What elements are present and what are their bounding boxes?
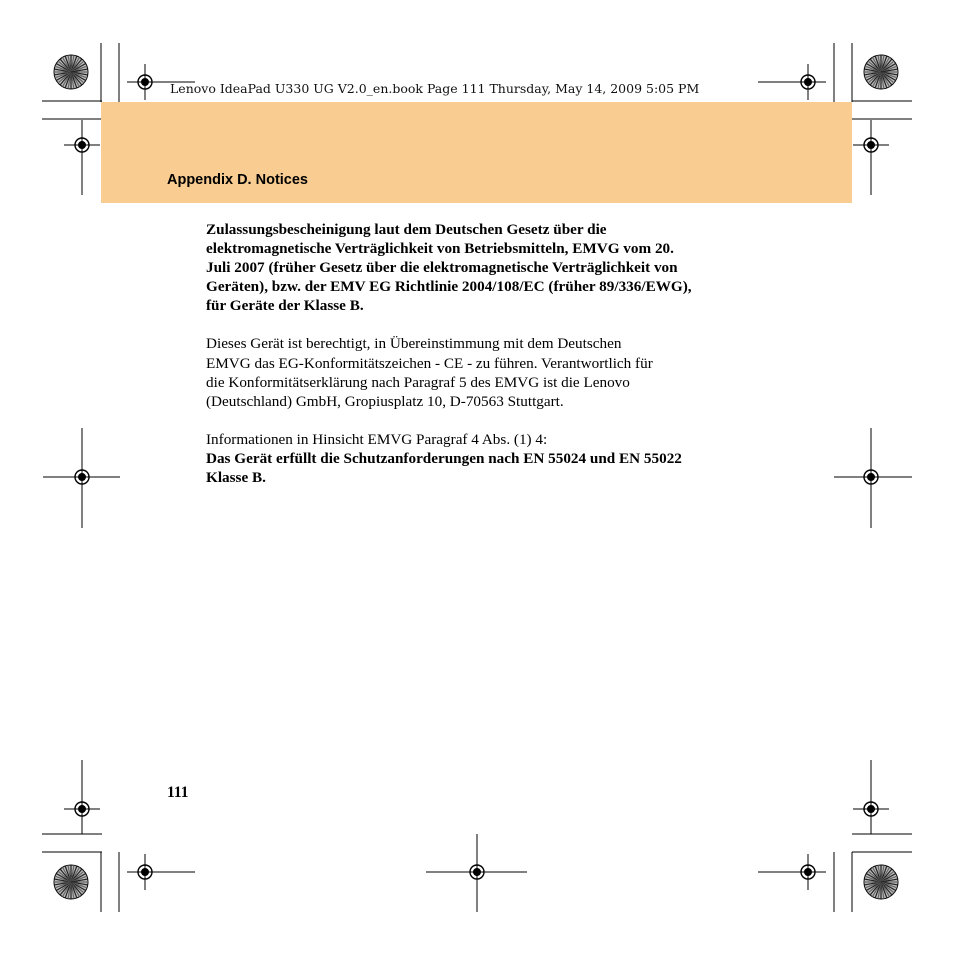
section-title: Appendix D. Notices [167,172,308,188]
approval-line: für Geräte der Klasse B. [206,297,364,315]
authorization-line: Dieses Gerät ist berechtigt, in Übereinstimmung mit dem Deutschen [206,335,622,353]
color-target-icon [54,55,88,89]
authorization-line: (Deutschland) GmbH, Gropiusplatz 10, D-70563 Stuttgart. [206,392,564,410]
authorization-paragraph [206,334,776,410]
authorization-line: die Konformitätserklärung nach Paragraf 5 des EMVG ist die Lenovo [206,373,630,391]
print-slug: Lenovo IdeaPad U330 UG V2.0_en.book Page 111 Thursday, May 14, 2009 5:05 PM [170,81,700,96]
info-line: Informationen in Hinsicht EMVG Paragraf 4 Abs. (1) 4: [206,430,548,448]
color-target-icon [864,55,898,89]
approval-paragraph [206,220,776,315]
notice-body [206,220,776,487]
requirements-line: Das Gerät erfüllt die Schutzanforderungen nach EN 55024 und EN 55022 [206,449,682,467]
approval-line: Geräten), bzw. der EMV EG Richtlinie 2004/108/EC (früher 89/336/EWG), [206,278,692,296]
color-target-icon [864,865,898,899]
approval-line: elektromagnetische Verträglichkeit von Betriebsmitteln, EMVG vom 20. [206,240,674,258]
approval-line: Juli 2007 (früher Gesetz über die elektromagnetische Verträglichkeit von [206,259,678,277]
color-target-icon [54,865,88,899]
page-number: 111 [167,784,189,801]
authorization-line: EMVG das EG-Konformitätszeichen - CE - zu führen. Verantwortlich für [206,354,653,372]
requirements-paragraph [206,449,776,487]
approval-line: Zulassungsbescheinigung laut dem Deutschen Gesetz über die [206,221,607,238]
requirements-line: Klasse B. [206,469,266,487]
